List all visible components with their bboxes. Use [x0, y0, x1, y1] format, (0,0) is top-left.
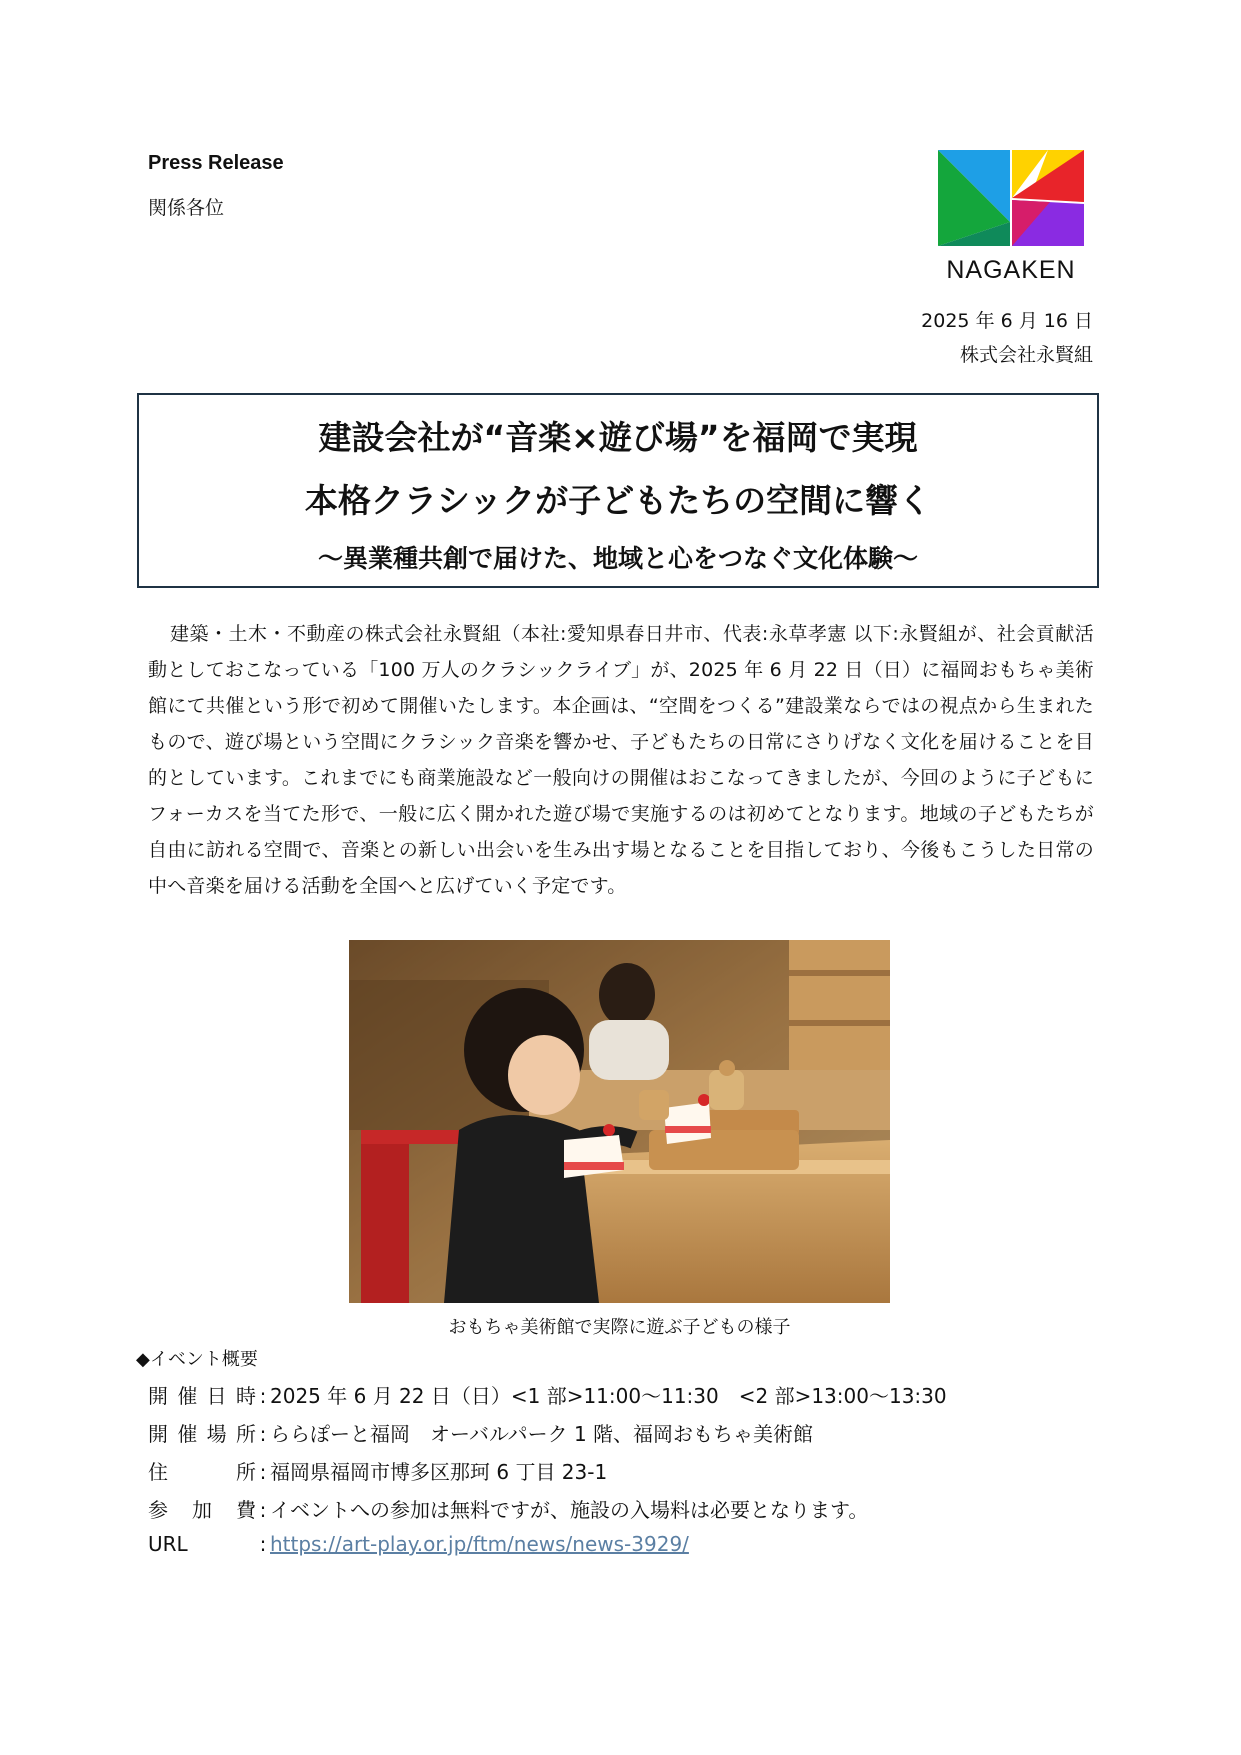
photo-illustration: [349, 940, 890, 1303]
event-fee-row: 参加費 : イベントへの参加は無料ですが、施設の入場料は必要となります。: [148, 1494, 868, 1523]
event-venue-label: 開催場所: [148, 1422, 256, 1446]
event-address-row: 住所 : 福岡県福岡市博多区那珂 6 丁目 23-1: [148, 1456, 607, 1485]
event-address-value: 福岡県福岡市博多区那珂 6 丁目 23-1: [270, 1460, 608, 1484]
event-url-label: URL: [148, 1532, 188, 1556]
title-box: [137, 393, 1099, 588]
event-fee-label: 参加費: [148, 1498, 256, 1522]
headline-line-1: 建設会社が“音楽×遊び場”を福岡で実現: [318, 418, 918, 457]
press-release-label: Press Release: [148, 152, 284, 174]
event-summary-heading: ◆イベント概要: [136, 1349, 258, 1370]
recipient-line: 関係各位: [148, 197, 225, 219]
logo-wordmark: NAGAKEN: [946, 256, 1076, 284]
event-address-label: 住所: [148, 1460, 256, 1484]
event-venue-row: 開催場所 : ららぽーと福岡 オーバルパーク 1 階、福岡おもちゃ美術館: [148, 1418, 813, 1447]
event-date-value: 2025 年 6 月 22 日（日）<1 部>11:00～11:30 <2 部>13:00～13:30: [270, 1384, 947, 1408]
event-photo: [349, 940, 890, 1303]
body-paragraph: 建築・土木・不動産の株式会社永賢組（本社:愛知県春日井市、代表:永草孝憲 以下:永賢組が、社会貢献活動としておこなっている「100 万人のクラシックライブ」が、2025 年 6 月 22 日（日）に福岡おもちゃ美術館にて共催という形で初めて開催いたします。本企画は、“空間をつくる”建設業ならではの視点から生まれたもので、遊び場という空間にクラシック音楽を響かせ、子どもたちの日常にさりげなく文化を届けることを目的としています。これまでにも商業施設など一般向けの開催はおこなってきましたが、今回のように子どもにフォーカスを当てた形で、一般に広く開かれた遊び場で実施するのは初めてとなります。地域の子どもたちが自由に訪れる空間で、音楽との新しい出会いを生み出す場となることを目指しており、今後もこうした日常の中へ音楽を届ける活動を全国へと広げていく予定です。: [148, 623, 1095, 897]
photo-caption: おもちゃ美術館で実際に遊ぶ子どもの様子: [448, 1317, 791, 1338]
nagaken-logo: [938, 150, 1084, 285]
nagaken-logo-mark: [938, 150, 1084, 246]
company-name: 株式会社永賢組: [959, 344, 1093, 366]
headline-line-2: 本格クラシックが子どもたちの空間に響く: [304, 481, 932, 520]
event-url-link[interactable]: https://art-play.or.jp/ftm/news/news-3929/: [270, 1532, 689, 1556]
release-date: 2025 年 6 月 16 日: [921, 310, 1093, 332]
headline-subtitle: ～異業種共創で届けた、地域と心をつなぐ文化体験～: [317, 544, 918, 573]
event-date-row: 開催日時 : 2025 年 6 月 22 日（日）<1 部>11:00～11:30 <2 部>13:00～13:30: [148, 1380, 947, 1409]
event-venue-value: ららぽーと福岡 オーバルパーク 1 階、福岡おもちゃ美術館: [270, 1422, 814, 1446]
event-fee-value: イベントへの参加は無料ですが、施設の入場料は必要となります。: [270, 1498, 869, 1522]
event-url-row: URL : https://art-play.or.jp/ftm/news/news-3929/: [148, 1532, 689, 1556]
event-date-label: 開催日時: [148, 1384, 256, 1408]
